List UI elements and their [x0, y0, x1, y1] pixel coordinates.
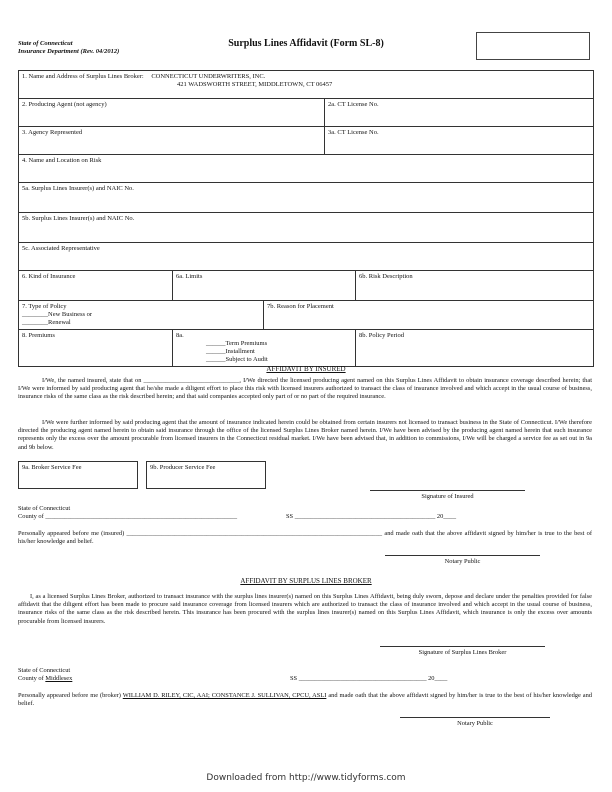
field-broker-service-fee[interactable]: 9a. Broker Service Fee: [18, 461, 138, 489]
field-agent-license[interactable]: 2a. CT License No.: [328, 101, 379, 108]
insured-notary-label: Notary Public: [444, 558, 481, 565]
premium-term: ______Term Premiums: [206, 340, 268, 347]
broker-notary-line[interactable]: [400, 717, 550, 718]
footer-download-link[interactable]: Downloaded from http://www.tidyforms.com: [206, 773, 406, 783]
insured-signature-line[interactable]: [370, 490, 525, 491]
broker-notary-label: Notary Public: [457, 720, 493, 727]
field-insurer-b[interactable]: 5b. Surplus Lines Insurer(s) and NAIC No.: [22, 215, 135, 222]
row-agent: [19, 99, 593, 127]
insured-state: State of Connecticut: [18, 505, 71, 512]
premium-audit: ______Subject to Audit: [206, 356, 268, 363]
broker-address: 421 WADSWORTH STREET, MIDDLETOWN, CT 06457: [177, 81, 333, 88]
policy-new-business: ________New Business or: [22, 311, 93, 318]
row-policy-type: [19, 301, 593, 330]
broker-paragraph: I, as a licensed Surplus Lines Broker, authorized to transact insurance with the surplus lines insurer(s) named on this Surplus Lines Affidavit, being duly sworn, depose and declare under the penalties provided for false affidavit that the diligent effort has been made to procure said insurance coverage from licensed insurers which are authorized to transact the class of insurance involved and which accept in the usual course of business, insurance risks of the same class as the risk described herein. This insurance has been procured with the surplus lines insurer(s) named on this Surplus Lines Affidavit, which insurance is only the excess over amounts procurable from licensed insurers.: [18, 593, 592, 625]
broker-appeared-names: WILLIAM D. RILEY, CIC, AAI; CONSTANCE J. SULLIVAN, CPCU, ASLI: [122, 692, 327, 699]
row-broker: [19, 71, 593, 99]
field-policy-type[interactable]: [19, 301, 264, 329]
insured-paragraph-1: I/We, the named insured, state that on ______________________________, I/We directed the licensed producing agent named on this Surplus Lines Affidavit to obtain insurance coverage described herein; that I/We were informed by said producing agent that he/she made a diligent effort to place this risk with licensed insurers authorized to transact the class of insurance involved and which accept in the usual course of business, insurance risks of the same class as the risk described herein; and that said companies accepted only part of or no part of the required insurance.: [18, 377, 592, 401]
field-agency-license[interactable]: 3a. CT License No.: [328, 129, 379, 136]
row-insurer-b: [19, 213, 593, 243]
insured-signature-label: Signature of Insured: [421, 493, 474, 500]
broker-section-title: AFFIDAVIT BY SURPLUS LINES BROKER: [240, 577, 372, 585]
broker-state: State of Connecticut: [18, 667, 71, 674]
broker-appeared-statement: [18, 692, 592, 708]
broker-county-value: Middlesex: [45, 675, 73, 682]
field-broker-label: 1. Name and Address of Surplus Lines Broker:: [22, 73, 144, 80]
form-grid: [18, 70, 594, 367]
row-kind: [19, 271, 593, 301]
policy-type-label: 7. Type of Policy: [22, 303, 67, 310]
insured-section-title: AFFIDAVIT BY INSURED: [266, 365, 346, 373]
broker-name: CONNECTICUT UNDERWRITERS, INC.: [151, 73, 266, 80]
insured-paragraph-2: I/We were further informed by said producing agent that the amount of insurance indicated herein could be obtained from certain insurers not licensed to transact business in the State of Connecticut. I/We therefore directed the producing agent named herein to obtain said insurance through the office of the licensed Surplus Lines Broker named herein. I/We have been advised by the producing agent named herein that such insurance represents only the excess over the amount procurable from licensed insurers in the Connecticut residual market. I/We have been advised that, in addition to commissions, I/We will be charged a service fee as set out in 9a and 9b below.: [18, 419, 592, 451]
insured-county[interactable]: County of ____________________________________________________________: [18, 513, 238, 520]
field-broker[interactable]: [19, 71, 593, 98]
row-risk: [19, 155, 593, 183]
department-label: Insurance Department (Rev. 04/2012): [18, 48, 120, 55]
field-policy-period[interactable]: 8b. Policy Period: [359, 332, 404, 339]
field-premium-type[interactable]: [173, 330, 356, 366]
premium-type-label: 8a.: [176, 332, 184, 339]
insured-notary-line[interactable]: [385, 555, 540, 556]
office-use-box[interactable]: [476, 32, 590, 60]
policy-renewal: ________Renewal: [22, 319, 71, 326]
broker-appeared-prefix: Personally appeared before me (broker): [18, 692, 123, 699]
row-agency: [19, 127, 593, 155]
field-premiums[interactable]: 8. Premiums: [19, 330, 173, 366]
field-insurer-a[interactable]: 5a. Surplus Lines Insurer(s) and NAIC No.: [22, 185, 134, 192]
broker-county[interactable]: [18, 675, 272, 682]
row-associated-rep: [19, 243, 593, 271]
field-kind-insurance[interactable]: 6. Kind of Insurance: [19, 271, 173, 300]
field-agency[interactable]: 3. Agency Represented: [19, 127, 325, 154]
broker-ss[interactable]: SS ________________________________________ 20____: [290, 675, 448, 682]
broker-signature-label: Signature of Surplus Lines Broker: [418, 649, 507, 656]
premium-installment: ______Installment: [206, 348, 255, 355]
broker-signature-line[interactable]: [380, 646, 545, 647]
field-placement-reason[interactable]: 7b. Reason for Placement: [267, 303, 334, 310]
broker-county-label: County of: [18, 675, 46, 682]
field-risk-location[interactable]: 4. Name and Location on Risk: [22, 157, 102, 164]
field-associated-rep[interactable]: 5c. Associated Representative: [22, 245, 100, 252]
field-producing-agent[interactable]: 2. Producing Agent (not agency): [19, 99, 325, 126]
broker-appeared-suffix: and made oath that the above affidavit signed by him/her is true to the best of his/her knowledge and belief.: [18, 692, 592, 708]
row-premiums: [19, 330, 593, 366]
row-insurer-a: [19, 183, 593, 213]
field-risk-description[interactable]: 6b. Risk Description: [359, 273, 413, 280]
field-producer-service-fee[interactable]: 9b. Producer Service Fee: [146, 461, 266, 489]
form-title: Surplus Lines Affidavit (Form SL-8): [228, 38, 384, 49]
insured-appeared-statement: Personally appeared before me (insured) ________________________________________________________________________________ and made oath that the above affidavit signed by him/her is true to the best of his/her knowledge and belief.: [18, 530, 592, 546]
insured-ss[interactable]: SS ____________________________________________ 20____: [286, 513, 457, 520]
state-label: State of Connecticut: [18, 40, 73, 47]
field-limits[interactable]: 6a. Limits: [173, 271, 356, 300]
